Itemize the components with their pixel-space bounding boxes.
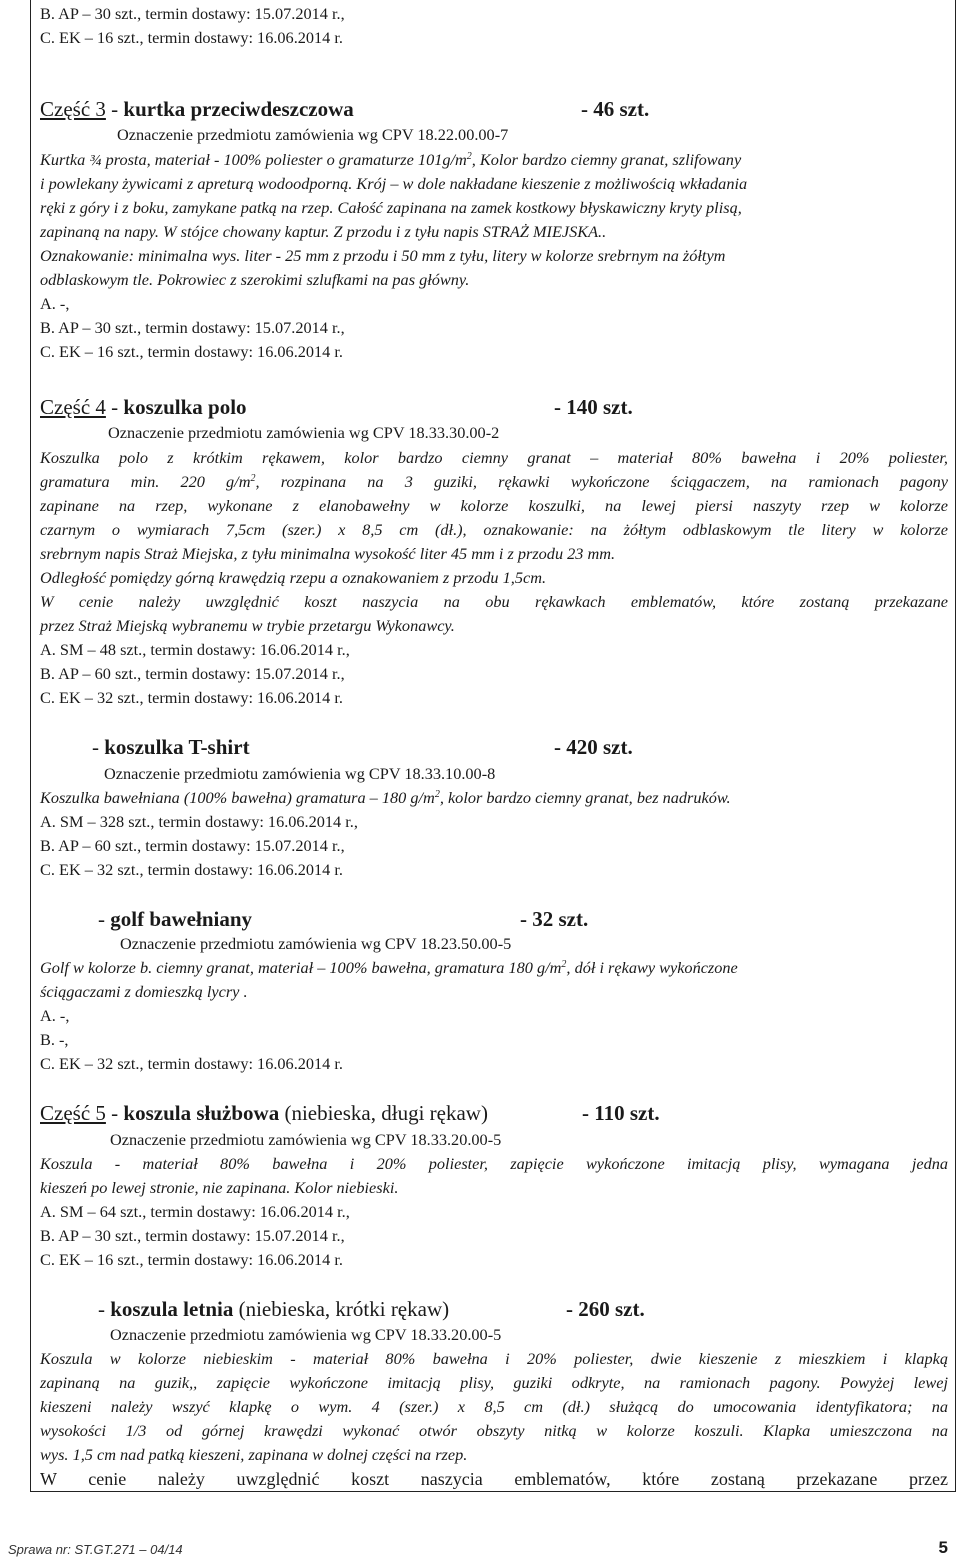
quantity: - 46 szt. (581, 97, 650, 121)
description: W cenie należy uwzględnić koszt naszycia emblematów, które zostaną przekazane przez (40, 1469, 948, 1489)
delivery-b: B. AP – 30 szt., termin dostawy: 15.07.2014 r., (40, 318, 345, 337)
description: zapinaną na guzik,, zapięcie wykończone imitacją plisy, guziki odkryte, na ramionach pagony. Powyżej lewej (40, 1373, 948, 1392)
delivery-b: B. AP – 60 szt., termin dostawy: 15.07.2014 r., (40, 664, 345, 683)
description: Koszulka polo z krótkim rękawem, kolor bardzo ciemny granat – materiał 80% bawełna i 20% poliester, (40, 448, 948, 467)
description: Kurtka ¾ prosta, materiał - 100% poliester o gramaturze $101g/m^2$, Kolor bardzo ciemny granat, szlifowany (40, 150, 742, 169)
description: Koszula - materiał 80% bawełna i 20% poliester, zapięcie wykończone imitacją plisy, wymagana jedna (40, 1154, 948, 1173)
item-heading-summer-shirt: - koszula letnia (niebieska, krótki rękaw) (98, 1297, 450, 1321)
delivery-b: B. AP – 60 szt., termin dostawy: 15.07.2014 r., (40, 836, 345, 855)
description: przez Straż Miejską wybranemu w trybie przetargu Wykonawcy. (40, 616, 455, 635)
description: gramatura min. 220 $g/m^2$, rozpinana na 3 guziki, rękawki wykończone ściągaczem, na ramionach pagony (40, 472, 948, 491)
item-heading-golf: - golf bawełniany (98, 907, 253, 931)
section-heading-part5: Część 5 - koszula służbowa (niebieska, długi rękaw) (40, 1101, 488, 1125)
item-heading-tshirt: - koszulka T-shirt (92, 735, 250, 759)
cpv-code: Oznaczenie przedmiotu zamówienia wg CPV 18.33.20.00-5 (110, 1130, 502, 1149)
delivery-a: A. -, (40, 294, 70, 313)
description: zapinane na rzep, wykonane z elanobawełny w kolorze koszulki, na lewej piersi naszyty rzep w kolorze (40, 496, 948, 515)
cpv-code: Oznaczenie przedmiotu zamówienia wg CPV 18.33.30.00-2 (108, 423, 500, 442)
delivery-b: B. AP – 30 szt., termin dostawy: 15.07.2014 r., (40, 4, 345, 23)
delivery-c: C. EK – 32 szt., termin dostawy: 16.06.2014 r. (40, 860, 343, 879)
quantity: - 140 szt. (554, 395, 633, 419)
cpv-code: Oznaczenie przedmiotu zamówienia wg CPV 18.22.00.00-7 (117, 125, 509, 144)
description: kieszeń po lewej stronie, nie zapinana. Kolor niebieski. (40, 1178, 399, 1197)
description: Golf w kolorze b. ciemny granat, materiał – 100% bawełna, gramatura 180 $g/m^2$, dół i rękawy wykończone (40, 958, 738, 977)
cpv-code: Oznaczenie przedmiotu zamówienia wg CPV 18.33.20.00-5 (110, 1325, 502, 1344)
delivery-a: A. SM – 64 szt., termin dostawy: 16.06.2014 r., (40, 1202, 350, 1221)
page-number: 5 (938, 1538, 948, 1557)
description: ręki z góry i z boku, zamykane patką na rzep. Całość zapinana na zamek kostkowy błyskawiczny kryty plisą, (40, 198, 742, 217)
description: zapinaną na napy. W stójce chowany kaptur. Z przodu i z tyłu napis STRAŻ MIEJSKA.. (40, 222, 607, 241)
description: odblaskowym tle. Pokrowiec z szerokimi szlufkami na pas główny. (40, 270, 470, 289)
delivery-b: B. -, (40, 1030, 69, 1049)
case-number: Sprawa nr: ST.GT.271 – 04/14 (8, 1542, 183, 1557)
section-heading-part3: Część 3 - kurtka przeciwdeszczowa (40, 97, 354, 121)
description: kieszeni należy wszyć klapkę o wym. 4 (szer.) x 8,5 cm (dł.) służącą do umocowania identyfikatora; na (40, 1397, 948, 1416)
quantity: - 260 szt. (566, 1297, 645, 1321)
delivery-c: C. EK – 16 szt., termin dostawy: 16.06.2014 r. (40, 28, 343, 47)
description: wys. 1,5 cm nad patką kieszeni, zapinana w dolnej części na rzep. (40, 1445, 468, 1464)
delivery-a: A. SM – 48 szt., termin dostawy: 16.06.2014 r., (40, 640, 350, 659)
description: Koszula w kolorze niebieskim - materiał 80% bawełna i 20% poliester, dwie kieszenie z mieszkiem i klapką (40, 1349, 948, 1368)
delivery-b: B. AP – 30 szt., termin dostawy: 15.07.2014 r., (40, 1226, 345, 1245)
cpv-code: Oznaczenie przedmiotu zamówienia wg CPV 18.33.10.00-8 (104, 764, 496, 783)
quantity: - 420 szt. (554, 735, 633, 759)
cpv-code: Oznaczenie przedmiotu zamówienia wg CPV 18.23.50.00-5 (120, 934, 512, 953)
delivery-c: C. EK – 16 szt., termin dostawy: 16.06.2014 r. (40, 1250, 343, 1269)
delivery-a: A. SM – 328 szt., termin dostawy: 16.06.2014 r., (40, 812, 358, 831)
delivery-c: C. EK – 16 szt., termin dostawy: 16.06.2014 r. (40, 342, 343, 361)
description: W cenie należy uwzględnić koszt naszycia na obu rękawkach emblematów, które zostaną przekazane (40, 592, 948, 611)
delivery-c: C. EK – 32 szt., termin dostawy: 16.06.2014 r. (40, 1054, 343, 1073)
description: wysokości 1/3 od górnej krawędzi wykonać otwór obszyty nitką w kolorze koszuli. Klapka umieszczona na (40, 1421, 948, 1440)
description: Odległość pomiędzy górną krawędzią rzepu a oznakowaniem z przodu 1,5cm. (40, 568, 547, 587)
description: ściągaczami z domieszką lycry . (40, 982, 248, 1001)
description: Oznakowanie: minimalna wys. liter - 25 mm z przodu i 50 mm z tyłu, litery w kolorze srebrnym na żółtym (40, 246, 726, 265)
delivery-c: C. EK – 32 szt., termin dostawy: 16.06.2014 r. (40, 688, 343, 707)
description: srebrnym napis Straż Miejska, z tyłu minimalna wysokość liter 45 mm i z przodu 23 mm. (40, 544, 616, 563)
section-heading-part4: Część 4 - koszulka polo (40, 395, 247, 419)
description: i powlekany żywicami z apreturą wodoodporną. Krój – w dole nakładane kieszenie z możliwością wkładania (40, 174, 748, 193)
quantity: - 110 szt. (582, 1101, 660, 1125)
description: Koszulka bawełniana (100% bawełna) gramatura – 180 $g/m^2$, kolor bardzo ciemny granat, bez nadruków. (40, 788, 731, 807)
delivery-a: A. -, (40, 1006, 70, 1025)
description: czarnym o wymiarach 7,5cm (szer.) x 8,5 cm (dł.), oznakowanie: na żółtym odblaskowym tle litery w kolorze (40, 520, 948, 539)
quantity: - 32 szt. (520, 907, 589, 931)
